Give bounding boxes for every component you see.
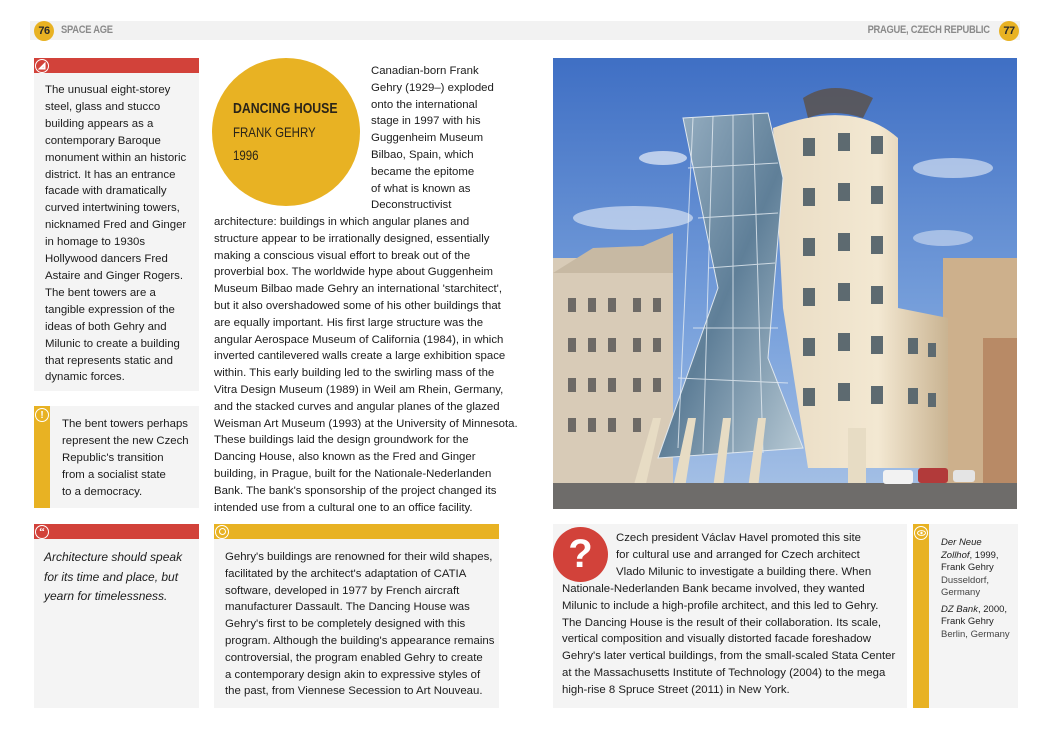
see-also-place: Berlin, Germany — [941, 628, 1010, 640]
quote-box-header — [34, 524, 199, 539]
main-line: Guggenheim Museum — [371, 132, 484, 145]
main-line: Gehry (1929–) exploded — [371, 81, 494, 94]
see-also-title: Zollhof — [941, 549, 970, 561]
catia-line: controversial, the program enabled Gehry to create — [225, 651, 483, 664]
question-line: at the Massachusetts Institute of Technology (2004) to the mega — [562, 666, 886, 679]
main-line: of what is known as — [371, 182, 471, 195]
target-icon — [215, 525, 229, 539]
see-also-year: , 1999, — [969, 549, 999, 561]
title-circle — [212, 58, 360, 206]
dancing-house-illustration — [553, 58, 1017, 509]
dancing-house-photo — [553, 58, 1017, 509]
description-line: building appears as a — [45, 117, 154, 130]
see-also-architect: Frank Gehry — [941, 616, 994, 627]
building-name: DANCING HOUSE — [233, 100, 338, 117]
exclamation-icon: ! — [35, 408, 49, 422]
description-line: Hollywood dancers Fred — [45, 253, 168, 266]
quote-line: for its time and place, but — [44, 569, 179, 584]
catia-line: Gehry's first to be completely designed with this — [225, 618, 466, 631]
question-line: Czech president Václav Havel promoted this site — [616, 532, 862, 544]
catia-line: the past, from Viennese Secession to Art Nouveau. — [225, 685, 483, 698]
question-line: Milunic to include a high-profile architect, and this led to Gehry. — [562, 599, 879, 612]
question-text-full — [562, 581, 895, 699]
see-also-bar — [913, 524, 929, 708]
description-line: curved intertwining towers, — [45, 202, 180, 215]
question-line: Nationale-Nederlanden Bank became involved, they wanted — [562, 583, 865, 595]
description-line: Astaire and Ginger Rogers. — [45, 269, 184, 282]
description-line: The unusual eight-storey — [45, 84, 171, 96]
description-line: dynamic forces. — [45, 371, 125, 384]
description-line: steel, glass and stucco — [45, 100, 161, 113]
description-line: that represents static and — [45, 354, 173, 367]
catia-line: a contemporary design akin to expressive styles of — [225, 668, 481, 681]
description-line: ideas of both Gehry and — [45, 320, 167, 333]
question-line: Vlado Milunic to investigate a building there. When — [616, 565, 872, 578]
main-line: Bilbao, Spain, which — [371, 148, 474, 161]
main-line: Deconstructivist — [371, 199, 452, 212]
main-text-wrapped — [371, 63, 511, 214]
main-line: angular Aerospace Museum of California (1984), in which — [214, 333, 504, 346]
right-page-number: 77 — [999, 21, 1019, 41]
catia-box-header — [214, 524, 499, 539]
description-line: facade with dramatically — [45, 185, 167, 198]
left-running-title: SPACE AGE — [61, 24, 113, 36]
description-line: nicknamed Fred and Ginger — [45, 219, 187, 232]
question-line: for cultural use and arranged for Czech architect — [616, 548, 860, 561]
see-also-title: Der Neue — [941, 537, 982, 548]
architect-name: FRANK GEHRY — [233, 124, 316, 140]
main-line: making a conscious visual effort to break out of the — [214, 249, 471, 262]
description-line: in homage to 1930s — [45, 236, 146, 249]
main-line: Bank. The bank's sponsorship of the project changed its — [214, 484, 497, 497]
description-line: tangible expression of the — [45, 303, 175, 316]
question-mark-icon: ? — [553, 527, 608, 582]
building-year: 1996 — [233, 147, 259, 163]
quote-box — [34, 539, 199, 708]
catia-line: Gehry's buildings are renowned for their wild shapes, — [225, 551, 493, 563]
main-line: architecture: buildings in which angular planes and — [214, 216, 470, 228]
main-line: inverted cantilevered walls create a large exhibition space — [214, 350, 506, 363]
note-line: to a democracy. — [62, 485, 143, 498]
question-line: The Dancing House is the result of their collaboration. Its scale, — [562, 616, 882, 629]
set-square-icon — [35, 59, 49, 73]
quote-line: Architecture should speak — [44, 550, 183, 564]
note-text — [62, 416, 197, 501]
note-line: Republic's transition — [62, 451, 164, 464]
description-line: contemporary Baroque — [45, 134, 161, 147]
question-text-wrapped — [616, 530, 871, 580]
main-line: structure appear to be irrationally designed, essentially — [214, 232, 490, 245]
main-line: Weisman Art Museum (1993) at the University of Minnesota. — [214, 417, 518, 430]
main-line: are equally important. His first large structure was the — [214, 316, 484, 329]
catia-line: program. Although the building's appearance remains — [225, 634, 495, 647]
catia-box — [214, 539, 499, 708]
main-line: intended use from a cultural one to an office facility. — [214, 501, 473, 514]
eye-icon — [914, 526, 928, 540]
main-line: These buildings laid the design groundwork for the — [214, 434, 469, 447]
note-line: The bent towers perhaps — [62, 418, 189, 430]
see-also-place: Dusseldorf, — [941, 574, 990, 586]
description-line: district. It has an entrance — [45, 168, 176, 181]
main-line: became the epitome — [371, 165, 475, 178]
catia-line: software, developed in 1977 by French aircraft — [225, 584, 460, 597]
main-line: onto the international — [371, 98, 478, 111]
main-line: Museum Bilbao made Gehry an international 'starchitect', — [214, 283, 502, 296]
see-also-title: DZ Bank — [941, 603, 978, 615]
question-line: vertical composition and visually distorted facade foreshadow — [562, 633, 871, 646]
description-box — [34, 73, 199, 391]
see-also-entry — [941, 537, 1017, 641]
note-line: represent the new Czech — [62, 434, 189, 447]
main-line: within. This early building led to the swirling mass of the — [214, 367, 495, 380]
see-also-year: , 2000, — [977, 603, 1008, 615]
main-line: building, in Prague, built for the Nationale-Nederlanden — [214, 467, 492, 480]
catia-line: facilitated by the architect's adaptation of CATIA — [225, 567, 467, 580]
main-line: Vitra Design Museum (1989) in Weil am Rhein, Germany, — [214, 383, 504, 396]
question-line: high-rise 8 Spruce Street (2011) in New York. — [562, 683, 790, 696]
see-also-box — [913, 524, 1018, 708]
main-text-full — [214, 214, 518, 516]
see-also-place: Germany — [941, 587, 981, 598]
right-running-title: PRAGUE, CZECH REPUBLIC — [867, 24, 990, 36]
note-line: from a socialist state — [62, 468, 166, 481]
see-also-architect: Frank Gehry — [941, 562, 994, 573]
main-line: Canadian-born Frank — [371, 65, 479, 77]
quote-icon: “ — [35, 525, 49, 539]
question-line: Gehry's later vertical buildings, from the small-scaled Stata Center — [562, 650, 896, 663]
description-line: monument within an historic — [45, 151, 187, 164]
catia-line: manufacturer Dassault. The Dancing House was — [225, 601, 470, 614]
description-line: Milunic to create a building — [45, 337, 180, 350]
note-box — [34, 406, 199, 508]
description-box-header — [34, 58, 199, 73]
main-line: stage in 1997 with his — [371, 115, 481, 128]
main-line: Dancing House, also known as the Fred and Ginger — [214, 451, 476, 464]
main-line: proverbial box. The worldwide hype about Guggenheim — [214, 266, 494, 279]
main-line: but it also overshadowed some of his other buildings that — [214, 299, 501, 312]
quote-line: yearn for timelessness. — [44, 589, 168, 603]
main-line: and the stacked curves and angular planes of the glazed — [214, 400, 500, 413]
left-page-number: 76 — [34, 21, 54, 41]
description-line: The bent towers are a — [45, 286, 156, 299]
